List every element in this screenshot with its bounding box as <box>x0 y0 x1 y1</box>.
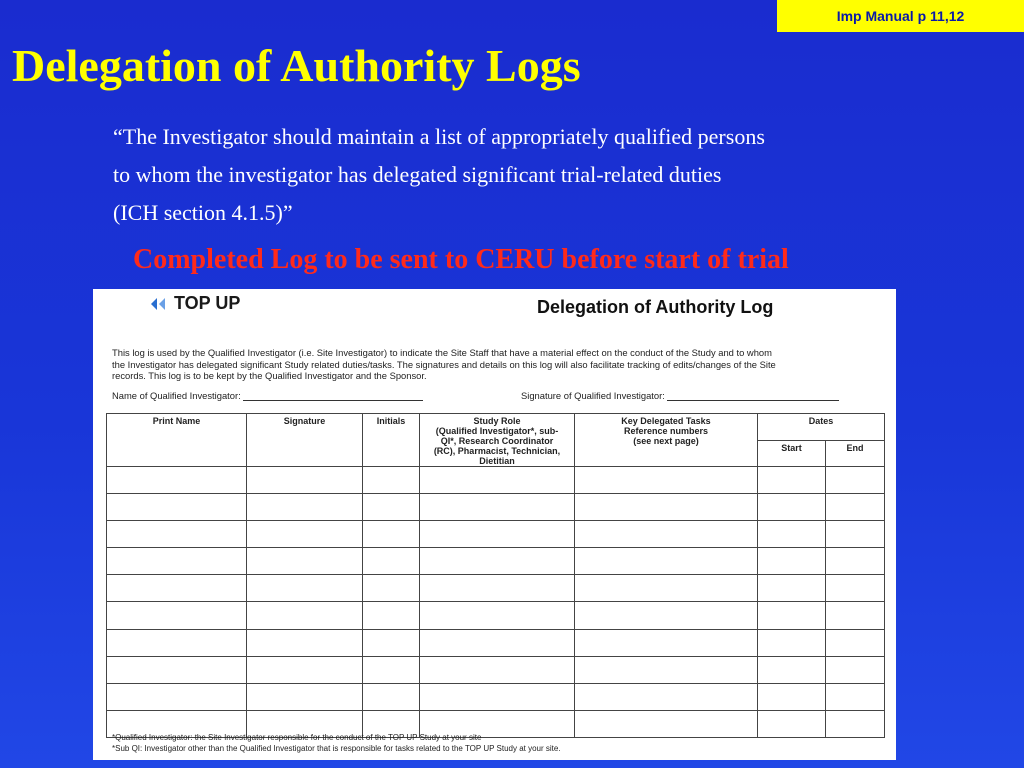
blank-cell[interactable] <box>363 548 420 575</box>
blank-cell[interactable] <box>107 548 247 575</box>
blank-cell[interactable] <box>363 683 420 710</box>
investigator-signature-field[interactable] <box>521 390 839 401</box>
col-signature: Signature <box>247 414 363 467</box>
key-tasks-line: (see next page) <box>633 436 699 446</box>
delegation-log-document <box>93 289 896 760</box>
footnote: *Sub QI: Investigator other than the Qualified Investigator that is responsible for tasks related to the TOP UP Study at your site. <box>112 743 561 753</box>
blank-cell[interactable] <box>758 710 826 737</box>
blank-cell[interactable] <box>575 521 758 548</box>
investigator-name-label: Name of Qualified Investigator: <box>112 390 241 401</box>
instruction-line: This log is used by the Qualified Investigator (i.e. Site Investigator) to indicate the Site Staff that have a material effect on the conduct of the Study and to whom <box>112 347 772 358</box>
blank-cell[interactable] <box>107 656 247 683</box>
logo-diamond-icon <box>149 294 171 314</box>
blank-cell[interactable] <box>363 629 420 656</box>
table-row <box>107 548 885 575</box>
page-reference-badge: Imp Manual p 11,12 <box>777 0 1024 32</box>
investigator-signature-line[interactable] <box>667 390 839 401</box>
blank-cell[interactable] <box>107 521 247 548</box>
blank-cell[interactable] <box>420 521 575 548</box>
blank-cell[interactable] <box>758 602 826 629</box>
blank-cell[interactable] <box>363 575 420 602</box>
quote-line: “The Investigator should maintain a list of appropriately qualified persons <box>113 124 765 149</box>
blank-cell[interactable] <box>758 548 826 575</box>
blank-cell[interactable] <box>107 602 247 629</box>
completion-notice: Completed Log to be sent to CERU before start of trial <box>133 244 789 275</box>
col-dates: Dates <box>758 414 885 441</box>
top-up-logo <box>149 293 240 314</box>
blank-cell[interactable] <box>575 710 758 737</box>
blank-cell[interactable] <box>363 602 420 629</box>
table-row <box>107 467 885 494</box>
blank-cell[interactable] <box>107 575 247 602</box>
blank-cell[interactable] <box>107 467 247 494</box>
blank-cell[interactable] <box>575 548 758 575</box>
blank-cell[interactable] <box>758 683 826 710</box>
blank-cell[interactable] <box>758 656 826 683</box>
key-tasks-line: Reference numbers <box>623 426 709 436</box>
quote-line: to whom the investigator has delegated significant trial-related duties <box>113 162 722 187</box>
ich-quote <box>113 118 993 232</box>
blank-cell[interactable] <box>363 521 420 548</box>
blank-cell[interactable] <box>575 656 758 683</box>
table-row <box>107 602 885 629</box>
blank-cell[interactable] <box>107 494 247 521</box>
investigator-signature-label: Signature of Qualified Investigator: <box>521 390 665 401</box>
study-role-line: Dietitian <box>479 456 515 466</box>
blank-cell[interactable] <box>575 467 758 494</box>
blank-cell[interactable] <box>247 629 363 656</box>
col-initials: Initials <box>363 414 420 467</box>
col-key-tasks <box>575 414 758 467</box>
logo-text: TOP UP <box>174 293 241 313</box>
quote-line: (ICH section 4.1.5)” <box>113 200 293 225</box>
blank-cell[interactable] <box>247 521 363 548</box>
col-start-date: Start <box>758 440 826 467</box>
blank-cell[interactable] <box>826 467 885 494</box>
blank-cell[interactable] <box>826 521 885 548</box>
blank-cell[interactable] <box>826 710 885 737</box>
blank-cell[interactable] <box>758 494 826 521</box>
blank-cell[interactable] <box>826 683 885 710</box>
blank-cell[interactable] <box>247 656 363 683</box>
blank-cell[interactable] <box>758 467 826 494</box>
blank-cell[interactable] <box>826 602 885 629</box>
blank-cell[interactable] <box>758 521 826 548</box>
blank-cell[interactable] <box>826 494 885 521</box>
blank-cell[interactable] <box>420 656 575 683</box>
blank-cell[interactable] <box>247 575 363 602</box>
blank-cell[interactable] <box>247 602 363 629</box>
blank-cell[interactable] <box>826 629 885 656</box>
blank-cell[interactable] <box>420 467 575 494</box>
table-row <box>107 683 885 710</box>
blank-cell[interactable] <box>247 683 363 710</box>
study-role-line: QI*, Research Coordinator <box>440 436 554 446</box>
table-row <box>107 629 885 656</box>
blank-cell[interactable] <box>107 629 247 656</box>
instruction-line: records. This log is to be kept by the Qualified Investigator and the Sponsor. <box>112 370 427 381</box>
col-study-role <box>420 414 575 467</box>
blank-cell[interactable] <box>363 467 420 494</box>
footnotes <box>112 733 561 754</box>
blank-cell[interactable] <box>420 602 575 629</box>
blank-cell[interactable] <box>247 494 363 521</box>
table-row <box>107 656 885 683</box>
blank-cell[interactable] <box>420 683 575 710</box>
study-role-line: (RC), Pharmacist, Technician, <box>433 446 561 456</box>
blank-cell[interactable] <box>575 494 758 521</box>
blank-cell[interactable] <box>420 629 575 656</box>
blank-cell[interactable] <box>247 467 363 494</box>
table-row <box>107 575 885 602</box>
study-role-line: (Qualified Investigator*, sub- <box>435 426 559 436</box>
blank-cell[interactable] <box>575 575 758 602</box>
blank-cell[interactable] <box>420 548 575 575</box>
blank-cell[interactable] <box>420 575 575 602</box>
key-tasks-line: Key Delegated Tasks <box>621 416 711 426</box>
blank-cell[interactable] <box>826 656 885 683</box>
investigator-name-line[interactable] <box>243 390 423 401</box>
instruction-line: the Investigator has delegated significant Study related duties/tasks. The signatures and details on this log will also facilitate tracking of edits/changes of the Site <box>112 358 776 370</box>
log-instructions <box>112 347 882 382</box>
blank-cell[interactable] <box>363 656 420 683</box>
blank-cell[interactable] <box>420 494 575 521</box>
blank-cell[interactable] <box>826 575 885 602</box>
blank-cell[interactable] <box>575 602 758 629</box>
slide-title: Delegation of Authority Logs <box>12 40 581 91</box>
blank-cell[interactable] <box>575 629 758 656</box>
blank-cell[interactable] <box>826 548 885 575</box>
investigator-name-field[interactable] <box>112 390 423 401</box>
blank-cell[interactable] <box>363 494 420 521</box>
col-end-date: End <box>826 440 885 467</box>
col-print-name: Print Name <box>107 414 247 467</box>
table-row <box>107 494 885 521</box>
delegation-table <box>106 413 885 738</box>
table-row <box>107 521 885 548</box>
blank-cell[interactable] <box>107 683 247 710</box>
blank-cell[interactable] <box>575 683 758 710</box>
document-title: Delegation of Authority Log <box>537 297 774 317</box>
blank-cell[interactable] <box>758 575 826 602</box>
blank-cell[interactable] <box>247 548 363 575</box>
footnote: *Qualified Investigator: the Site Investigator responsible for the conduct of the TOP UP Study at your site <box>112 733 482 742</box>
study-role-line: Study Role <box>473 416 521 426</box>
blank-cell[interactable] <box>758 629 826 656</box>
